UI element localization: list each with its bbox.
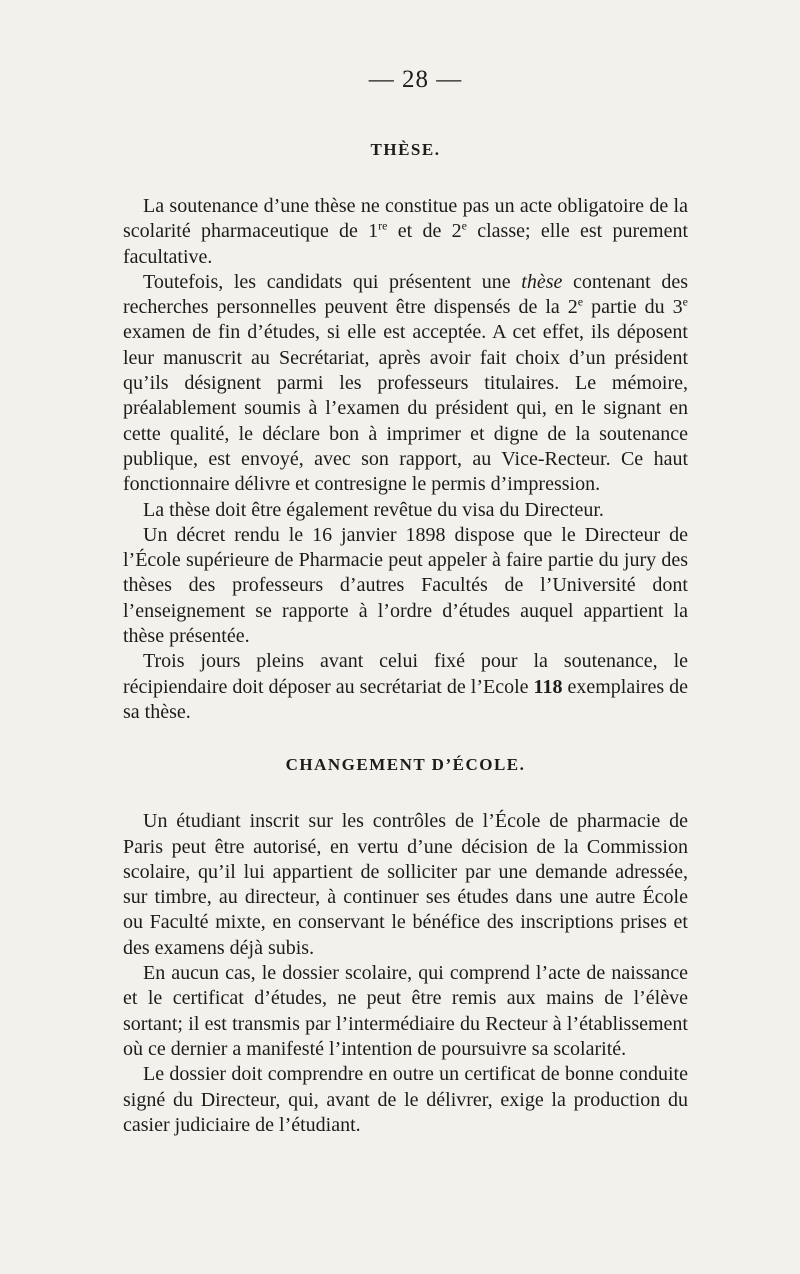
italic-word: thèse <box>521 270 563 293</box>
text-run: classe; elle est purement facultative. <box>123 220 688 268</box>
text-run: La soutenance d’une thèse ne constitue pas un acte obligatoire de la scolarité pharmaceutique de 1 <box>123 195 688 243</box>
changement-paragraph-1: Un étudiant inscrit sur les contrôles de l’École de pharmacie de Paris peut être autorisé, en vertu d’une décision de la Commission scolaire, qu’il lui appartient de solliciter par une demande adressée, sur timbre, au directeur, à continuer ses études dans une autre École ou Faculté mixte, en conservant le bénéfice des inscriptions prises et des examens déjà subis. <box>123 810 688 959</box>
these-paragraph-3: La thèse doit être également revêtue du visa du Directeur. <box>143 498 604 521</box>
text-run: exemplaires de sa thèse. <box>123 675 689 723</box>
text-run: Trois jours pleins avant celui fixé pour la soutenance, le récipiendaire doit déposer au secrétariat de l’Ecole <box>123 650 688 698</box>
copies-count: 118 <box>533 675 563 698</box>
these-paragraph-5 <box>123 649 688 725</box>
text-run: examen de fin d’études, si elle est acceptée. A cet effet, ils déposent leur manuscrit au Secrétariat, après avoir fait choix d’un président qu’ils désignent parmi les professeurs titulaires. Le mémoire, préalablement soumis à l’examen du président qui, en le signant en cette qualité, le déclare bon à imprimer et digne de la soutenance publique, est envoyé, avec son rapport, au Vice-Recteur. Ce haut fonctionnaire délivre et contresigne le permis d’impression. <box>123 321 688 496</box>
superscript: e <box>682 294 688 309</box>
changement-paragraph-3: Le dossier doit comprendre en outre un certificat de bonne conduite signé du Directeur, qui, avant de le délivrer, exige la production du casier judiciaire de l’étudiant. <box>123 1063 688 1136</box>
text-run: Toutefois, les candidats qui présentent une <box>143 270 522 293</box>
section-title-these: THÈSE. <box>370 140 441 159</box>
page-number: — 28 — <box>368 66 463 93</box>
these-paragraph-1 <box>123 194 688 270</box>
superscript: re <box>378 218 388 233</box>
superscript: e <box>461 218 467 233</box>
text-run: contenant des recherches personnelles peuvent être dispensés de la 2 <box>123 270 688 319</box>
these-paragraph-2 <box>123 270 688 498</box>
text-run: et de 2 <box>387 220 462 243</box>
these-paragraph-4: Un décret rendu le 16 janvier 1898 dispose que le Directeur de l’École supérieure de Pharmacie peut appeler à faire partie du jury des thèses des professeurs d’autres Facultés de l’Université dont l’enseignement se rapporte à l’ordre d’études auquel appartient la thèse présentée. <box>123 523 688 648</box>
changement-paragraph-2: En aucun cas, le dossier scolaire, qui comprend l’acte de naissance et le certificat d’études, ne peut être remis aux mains de l’élève sortant; il est transmis par l’intermédiaire du Recteur à l’établissement où ce dernier a manifesté l’intention de poursuivre sa scolarité. <box>123 962 688 1060</box>
superscript: e <box>577 294 584 309</box>
section-title-changement-ecole: CHANGEMENT D’ÉCOLE. <box>285 755 526 775</box>
text-run: partie du 3 <box>583 296 683 319</box>
